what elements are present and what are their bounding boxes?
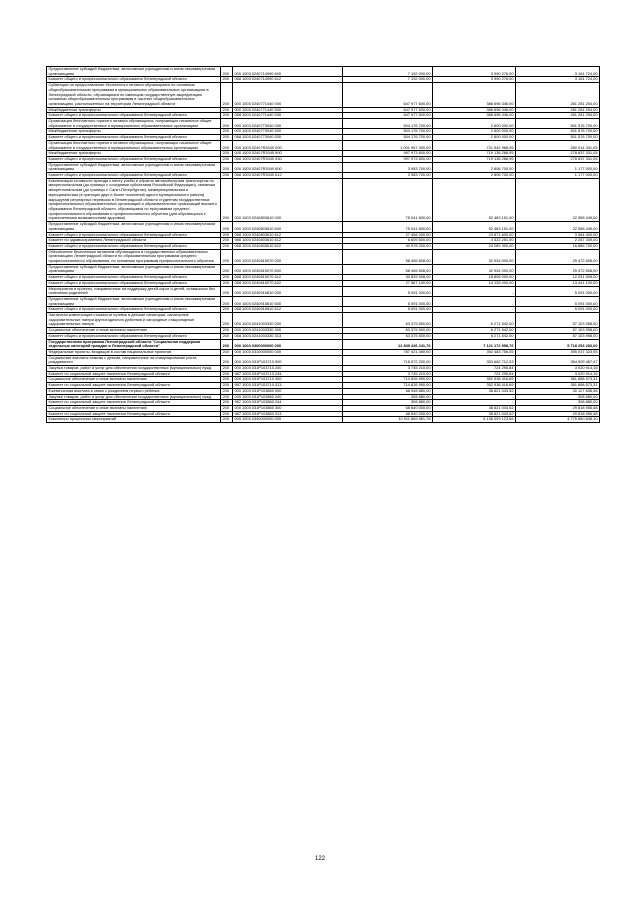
cell-name: Комитет общего и профессионального образования Ленинградской области <box>47 243 221 249</box>
cell-classification: 068 1003 0241003330 313 <box>233 333 343 339</box>
cell-approved: 7 192 000,00 <box>343 77 433 83</box>
cell-approved: 75 041 600,00 <box>343 222 433 232</box>
cell-name: Мероприятия и проекты, направленные на поддержку детей-сирот и детей, оставшихся без попечения родителей <box>47 286 221 296</box>
cell-remaining: 501 576 700,00 <box>516 135 600 141</box>
cell-approved: 7 192 000,00 <box>343 67 433 77</box>
cell-name: Ежемесячная выплата в связи с рождением первого ребенка <box>47 388 221 394</box>
cell-classification: 000 1003 0240773040 000 <box>233 119 343 129</box>
cell-remaining: 3 020 914,16 <box>516 366 600 372</box>
cell-name: Комитет общего и профессионального образования Ленинградской области <box>47 135 221 141</box>
cell-remaining: 4 775 660 638,10 <box>516 417 600 423</box>
cell-remaining: 361 888 573,31 <box>516 377 600 383</box>
cell-approved: 58 406 608,00 <box>343 249 433 264</box>
cell-classification: 986 1003 0240803610 612 <box>233 238 343 244</box>
cell-approved: 3 983 700,00 <box>343 173 433 179</box>
cell-executed: 6 136 009 123,66 <box>433 417 516 423</box>
cell-approved: 308 880,00 <box>343 394 433 400</box>
cell-classification: 000 1003 0240771440 500 <box>233 107 343 113</box>
cell-name: Комитет общего и профессионального образования Ленинградской области <box>47 333 221 339</box>
cell-classification: 000 1003 02407R3040 000 <box>233 140 343 150</box>
cell-classification: 068 1003 0240815070 622 <box>233 280 343 286</box>
cell-name: Предоставление субсидий бюджетным, автономным учреждениям и иным некоммерческим организациям <box>47 296 221 306</box>
table-row <box>47 140 600 150</box>
table-row <box>47 417 600 423</box>
cell-executed: 386 696 346,00 <box>433 107 516 113</box>
cell-code: 200 <box>221 307 233 313</box>
cell-approved: 27 567 100,00 <box>343 280 433 286</box>
cell-approved: 3 745 210,00 <box>343 366 433 372</box>
cell-name: Предоставление субсидий бюджетным, автономным учреждениям и иным некоммерческим организациям <box>47 162 221 172</box>
cell-approved: 10 911 669 561,76 <box>343 417 433 423</box>
cell-executed: 38 821 043,52 <box>433 411 516 417</box>
cell-code: 200 <box>221 280 233 286</box>
cell-classification: 000 1003 0240815070 000 <box>233 249 343 264</box>
cell-executed: 392 483 756,05 <box>433 349 516 355</box>
cell-executed: 352 938 416,69 <box>433 383 516 389</box>
cell-executed: 38 821 043,52 <box>433 388 516 394</box>
cell-name: Организация бесплатного горячего питания обучающихся, получающих начальное общее образование в государственных и муниципальных образовательных организациях <box>47 119 221 129</box>
cell-executed: 2 600 000,00 <box>433 119 516 129</box>
cell-classification: 000 1003 031P103710 300 <box>233 377 343 383</box>
cell-name: Комитет общего и профессионального образования Ленинградской области <box>47 307 221 313</box>
cell-code: 200 <box>221 400 233 406</box>
cell-executed: 14 126 000,00 <box>433 280 516 286</box>
cell-classification: 068 1003 0240915810 612 <box>233 307 343 313</box>
cell-remaining: 29 818 956,48 <box>516 406 600 412</box>
cell-code: 200 <box>221 328 233 334</box>
cell-executed: 2 600 000,00 <box>433 135 516 141</box>
cell-remaining: 361 888 573,31 <box>516 383 600 389</box>
cell-approved: 504 176 700,00 <box>343 119 433 129</box>
cell-code: 200 <box>221 140 233 150</box>
cell-executed: - <box>433 394 516 400</box>
cell-remaining: 308 880,00 <box>516 394 600 400</box>
cell-name: Комитет общего и профессионального образования Ленинградской области <box>47 232 221 238</box>
cell-code: 200 <box>221 313 233 328</box>
cell-approved: 40 976 000,00 <box>343 243 433 249</box>
cell-code: 200 <box>221 264 233 274</box>
cell-executed: 24 289 300,00 <box>433 243 516 249</box>
cell-approved: 5 091 000,00 <box>343 286 433 296</box>
table-row <box>47 339 600 349</box>
cell-classification: 987 1003 031P103860 244 <box>233 400 343 406</box>
table-row <box>47 178 600 221</box>
cell-name: Межбюджетные трансферты <box>47 107 221 113</box>
cell-approved: 647 977 600,00 <box>343 107 433 113</box>
cell-remaining: 3 020 914,16 <box>516 371 600 377</box>
cell-classification: 000 1003 0241003330 300 <box>233 328 343 334</box>
cell-classification: 000 1003 0240714990 600 <box>233 67 343 77</box>
cell-classification: 068 1003 0240714990 612 <box>233 77 343 83</box>
cell-executed: 353 662 712,53 <box>433 355 516 365</box>
cell-executed: 724 295,84 <box>433 366 516 372</box>
cell-code: 200 <box>221 162 233 172</box>
cell-code: 200 <box>221 406 233 412</box>
cell-remaining: 22 558 449,00 <box>516 222 600 232</box>
cell-executed: 52 483 151,00 <box>433 222 516 232</box>
cell-approved: 714 826 990,00 <box>343 377 433 383</box>
cell-remaining: 261 281 254,00 <box>516 113 600 119</box>
cell-classification: 000 1003 0310000000 000 <box>233 349 343 355</box>
cell-classification: 068 1003 0240815070 612 <box>233 275 343 281</box>
cell-classification: 000 1003 031P103710 000 <box>233 355 343 365</box>
cell-remaining: 280 014 331,05 <box>516 140 600 150</box>
cell-approved: 647 977 600,00 <box>343 113 433 119</box>
cell-name: Организация бесплатного горячего питания обучающихся, получающих начальное общее образование в государственных и муниципальных образовательных организациях <box>47 140 221 150</box>
cell-executed: 719 136 268,95 <box>433 156 516 162</box>
cell-approved: 1 001 957 300,00 <box>343 140 433 150</box>
cell-name: Комитет общего и профессионального образования Ленинградской области <box>47 156 221 162</box>
table-body <box>47 67 600 423</box>
cell-remaining: 501 576 700,00 <box>516 119 600 129</box>
cell-code: 200 <box>221 77 233 83</box>
cell-executed: 6 271 542,00 <box>433 328 516 334</box>
cell-code: 200 <box>221 151 233 157</box>
budget-table <box>46 66 599 423</box>
page-number: 122 <box>314 856 325 862</box>
cell-name: Закупка товаров, работ и услуг для обеспечения государственных (муниципальных) нужд <box>47 394 221 400</box>
cell-name: Компенсация стоимости проезда к месту учебы и обратно автомобильным транспортом по межрегиональным (до границы с соседними субъектами Российской Федерации), смежным межрегиональным (до границы с Санкт-Петербургом), межмуниципальным и муниципальным (в границах двух и более поселений одного муниципального района) маршрутам регулярных перевозок в Ленинградской области студентам государственных профессиональных образовательных организаций и образовательных организаций высшего образования Ленинградской области, обучающимся по программам среднего профессионального образования и профессионального обучения (для обучающихся с ограниченными возможностями здоровья) <box>47 178 221 221</box>
cell-code: 200 <box>221 113 233 119</box>
cell-classification: 000 1003 0240803610 000 <box>233 178 343 221</box>
cell-remaining: 5 091 000,00 <box>516 286 600 296</box>
cell-classification: 000 1003 0240803610 600 <box>233 222 343 232</box>
cell-code: 200 <box>221 243 233 249</box>
cell-remaining: 57 103 958,00 <box>516 333 600 339</box>
cell-code: 200 <box>221 339 233 349</box>
cell-executed: 2 806 700,00 <box>433 173 516 179</box>
cell-classification: 000 1003 031P103860 000 <box>233 388 343 394</box>
cell-remaining: 13 441 100,00 <box>516 280 600 286</box>
cell-code: 200 <box>221 355 233 365</box>
cell-code: 200 <box>221 394 233 400</box>
cell-code: 200 <box>221 286 233 296</box>
cell-name: Комитет общего и профессионального образования Ленинградской области <box>47 275 221 281</box>
cell-approved: 12 839 426 241,76 <box>343 339 433 349</box>
table-row <box>47 296 600 306</box>
cell-code: 200 <box>221 222 233 232</box>
table-row <box>47 313 600 328</box>
cell-name: Комитет по социальной защите населения Ленинградской области <box>47 383 221 389</box>
cell-classification: 068 1003 0240803610 622 <box>233 243 343 249</box>
cell-approved: 75 041 600,00 <box>343 178 433 221</box>
cell-classification: 000 1003 031P103710 200 <box>233 366 343 372</box>
cell-name: Федеральные проекты, входящие в состав национальных проектов <box>47 349 221 355</box>
cell-executed: 3 990 276,00 <box>433 77 516 83</box>
cell-code: 200 <box>221 366 233 372</box>
cell-classification: 000 1003 031P103860 200 <box>233 394 343 400</box>
cell-remaining: 261 281 254,00 <box>516 83 600 108</box>
cell-remaining: 57 103 958,00 <box>516 313 600 328</box>
cell-name: Комитет по социальной защите населения Ленинградской области <box>47 371 221 377</box>
cell-remaining: 3 161 724,00 <box>516 77 600 83</box>
cell-approved: 714 826 990,00 <box>343 383 433 389</box>
cell-executed: 2 806 700,00 <box>433 162 516 172</box>
cell-remaining: 25 472 608,00 <box>516 264 600 274</box>
cell-executed: - <box>433 286 516 296</box>
cell-remaining: 16 686 700,00 <box>516 243 600 249</box>
cell-executed: 18 808 000,00 <box>433 275 516 281</box>
cell-code: 200 <box>221 333 233 339</box>
cell-approved: 787 521 080,00 <box>343 349 433 355</box>
cell-executed: 352 938 416,69 <box>433 377 516 383</box>
cell-name: Государственная программа Ленинградской области "Социальная поддержка отдельных категорий граждан в Ленинградской области" <box>47 339 221 349</box>
table-row <box>47 264 600 274</box>
cell-code: 200 <box>221 156 233 162</box>
cell-remaining: 364 909 487,47 <box>516 355 600 365</box>
cell-code: 200 <box>221 232 233 238</box>
cell-executed: 4 322 251,00 <box>433 238 516 244</box>
cell-remaining: 395 037 323,95 <box>516 349 600 355</box>
cell-code: 200 <box>221 377 233 383</box>
cell-classification: 000 1003 0241003330 000 <box>233 313 343 328</box>
cell-classification: 000 1003 0240773040 500 <box>233 129 343 135</box>
cell-executed: 719 136 268,95 <box>433 151 516 157</box>
cell-classification: 987 1003 031P103710 313 <box>233 383 343 389</box>
cell-name: Социальные выплаты семьям с детьми, направленные на стимулирование роста рождаемости <box>47 355 221 365</box>
cell-approved: 68 640 000,00 <box>343 406 433 412</box>
cell-executed: - <box>433 400 516 406</box>
cell-executed: 32 934 000,00 <box>433 264 516 274</box>
cell-executed: 7 121 172 958,76 <box>433 339 516 349</box>
cell-name: Социальное обеспечение и иные выплаты населению <box>47 377 221 383</box>
cell-code: 200 <box>221 388 233 394</box>
cell-approved: 5 091 000,00 <box>343 307 433 313</box>
cell-executed: 6 271 542,00 <box>433 333 516 339</box>
cell-code: 200 <box>221 119 233 129</box>
cell-code: 200 <box>221 107 233 113</box>
cell-code: 200 <box>221 417 233 423</box>
cell-name: Комплексы процессных мероприятий <box>47 417 221 423</box>
cell-executed: 38 821 043,52 <box>433 406 516 412</box>
cell-approved: 3 745 210,00 <box>343 371 433 377</box>
cell-approved: 997 973 600,00 <box>343 151 433 157</box>
cell-classification: 000 1003 02407R3040 500 <box>233 151 343 157</box>
cell-executed: 386 696 346,00 <box>433 83 516 108</box>
cell-approved: 68 640 000,00 <box>343 411 433 417</box>
cell-name: Комитет общего и профессионального образования Ленинградской области <box>47 173 221 179</box>
cell-name: Комитет общего и профессионального образования Ленинградской области <box>47 280 221 286</box>
cell-classification: 068 1003 02407R3040 612 <box>233 173 343 179</box>
cell-approved: 5 091 000,00 <box>343 296 433 306</box>
cell-executed: 721 942 968,95 <box>433 140 516 150</box>
table-row <box>47 83 600 108</box>
cell-remaining: 501 576 700,00 <box>516 129 600 135</box>
cell-remaining: 5 091 000,00 <box>516 296 600 306</box>
cell-classification: 000 1003 031P103860 300 <box>233 406 343 412</box>
cell-code: 200 <box>221 83 233 108</box>
cell-remaining: 3 584 400,00 <box>516 232 600 238</box>
cell-executed: - <box>433 307 516 313</box>
cell-name: Предоставление субсидий бюджетным, автономным учреждениям и иным некоммерческим организациям <box>47 67 221 77</box>
cell-remaining: 1 177 000,00 <box>516 173 600 179</box>
cell-classification: 068 1003 0240803610 612 <box>233 232 343 238</box>
cell-remaining: 278 837 331,05 <box>516 151 600 157</box>
cell-name: Предоставление субсидий бюджетным, автономным учреждениям и иным некоммерческим организациям <box>47 264 221 274</box>
cell-approved: 27 456 000,00 <box>343 232 433 238</box>
cell-name: Обеспечение бесплатным питанием обучающихся в государственных образовательных организациях Ленинградской области по образовательным программам среднего профессионального образования, по основным программам профессионального обучения <box>47 249 221 264</box>
cell-name: Комитет по здравоохранению Ленинградской области <box>47 238 221 244</box>
cell-name: Межбюджетные трансферты <box>47 151 221 157</box>
cell-approved: 6 609 600,00 <box>343 238 433 244</box>
cell-remaining: 5 091 000,00 <box>516 307 600 313</box>
cell-remaining: 1 177 000,00 <box>516 162 600 172</box>
table-row <box>47 249 600 264</box>
cell-name: Социальное обеспечение и иные выплаты населению <box>47 406 221 412</box>
cell-code: 200 <box>221 135 233 141</box>
cell-code: 200 <box>221 275 233 281</box>
cell-remaining: 12 031 508,00 <box>516 275 600 281</box>
cell-classification: 068 1003 0240771440 530 <box>233 113 343 119</box>
cell-approved: 308 880,00 <box>343 400 433 406</box>
cell-executed: - <box>433 296 516 306</box>
cell-executed: 2 600 000,00 <box>433 129 516 135</box>
cell-code: 200 <box>221 178 233 221</box>
cell-code: 200 <box>221 129 233 135</box>
cell-code: 200 <box>221 249 233 264</box>
cell-approved: 68 948 880,00 <box>343 388 433 394</box>
cell-classification: 000 1003 02407R3040 600 <box>233 162 343 172</box>
cell-name: Социальное обеспечение и иные выплаты населению <box>47 328 221 334</box>
cell-name: Частичная компенсация стоимости путевок в детские санатории, санаторные оздоровительные лагеря круглогодичного действия и загородные стационарные оздоровительные лагеря <box>47 313 221 328</box>
cell-remaining: 25 472 608,00 <box>516 249 600 264</box>
cell-code: 200 <box>221 238 233 244</box>
cell-classification: 987 1003 031P103860 313 <box>233 411 343 417</box>
cell-name: Комитет по социальной защите населения Ленинградской области <box>47 400 221 406</box>
cell-executed: 32 934 000,00 <box>433 249 516 264</box>
cell-name: Комитет общего и профессионального образования Ленинградской области <box>47 113 221 119</box>
cell-executed: 6 271 542,00 <box>433 313 516 328</box>
cell-executed: 52 483 151,00 <box>433 178 516 221</box>
cell-name: Предоставление субсидий бюджетным, автономным учреждениям и иным некоммерческим организациям <box>47 222 221 232</box>
cell-code: 200 <box>221 411 233 417</box>
cell-code: 200 <box>221 67 233 77</box>
cell-remaining: 278 837 331,05 <box>516 156 600 162</box>
table-row <box>47 162 600 172</box>
cell-code: 200 <box>221 349 233 355</box>
cell-remaining: 261 281 254,00 <box>516 107 600 113</box>
cell-name: Субвенции на предоставление бесплатного питания обучающимся по основным общеобразовательным программам в муниципальных образовательных организациях в Ленинградской области, обучающимся по имеющим государственную аккредитацию основным общеобразовательным программам в частных общеобразовательных организациях, расположенных на территории Ленинградской области <box>47 83 221 108</box>
cell-code: 200 <box>221 173 233 179</box>
cell-approved: 58 406 608,00 <box>343 264 433 274</box>
cell-classification: 000 1003 0300000000 000 <box>233 339 343 349</box>
table-row <box>47 222 600 232</box>
cell-classification: 000 1003 0240915810 000 <box>233 286 343 296</box>
cell-remaining: 3 161 724,00 <box>516 67 600 77</box>
cell-classification: 000 1003 0240771440 000 <box>233 83 343 108</box>
table-row <box>47 355 600 365</box>
cell-executed: 386 696 346,00 <box>433 113 516 119</box>
cell-approved: 63 375 500,00 <box>343 313 433 328</box>
cell-classification: 000 1003 0240815070 600 <box>233 264 343 274</box>
cell-approved: 63 375 500,00 <box>343 328 433 334</box>
cell-executed: 23 871 600,00 <box>433 232 516 238</box>
cell-approved: 647 977 600,00 <box>343 83 433 108</box>
table-row <box>47 286 600 296</box>
cell-name: Комитет по социальной защите населения Ленинградской области <box>47 411 221 417</box>
cell-name: Межбюджетные трансферты <box>47 129 221 135</box>
cell-code: 200 <box>221 383 233 389</box>
cell-approved: 504 176 700,00 <box>343 129 433 135</box>
cell-name: Комитет общего и профессионального образования Ленинградской области <box>47 77 221 83</box>
cell-approved: 63 375 500,00 <box>343 333 433 339</box>
cell-remaining: 29 818 956,48 <box>516 411 600 417</box>
cell-approved: 3 983 700,00 <box>343 162 433 172</box>
table-row <box>47 67 600 77</box>
cell-approved: 30 839 508,00 <box>343 275 433 281</box>
cell-classification: 987 1003 031P103710 244 <box>233 371 343 377</box>
cell-remaining: 30 127 836,48 <box>516 388 600 394</box>
cell-executed: 3 990 276,00 <box>433 67 516 77</box>
cell-classification: 000 1003 0340000000 000 <box>233 417 343 423</box>
cell-remaining: 2 287 349,00 <box>516 238 600 244</box>
cell-code: 200 <box>221 371 233 377</box>
cell-code: 200 <box>221 296 233 306</box>
cell-approved: 504 176 700,00 <box>343 135 433 141</box>
cell-remaining: 57 103 958,00 <box>516 328 600 334</box>
cell-classification: 068 1003 0240773040 530 <box>233 135 343 141</box>
cell-classification: 000 1003 0240915810 600 <box>233 296 343 306</box>
cell-executed: 724 295,84 <box>433 371 516 377</box>
table-row <box>47 119 600 129</box>
cell-remaining: 22 558 449,00 <box>516 178 600 221</box>
cell-approved: 718 572 200,00 <box>343 355 433 365</box>
cell-name: Закупка товаров, работ и услуг для обеспечения государственных (муниципальных) нужд <box>47 366 221 372</box>
cell-remaining: 308 880,00 <box>516 400 600 406</box>
cell-approved: 997 973 600,00 <box>343 156 433 162</box>
cell-remaining: 5 718 253 283,00 <box>516 339 600 349</box>
cell-classification: 068 1003 02407R3040 530 <box>233 156 343 162</box>
